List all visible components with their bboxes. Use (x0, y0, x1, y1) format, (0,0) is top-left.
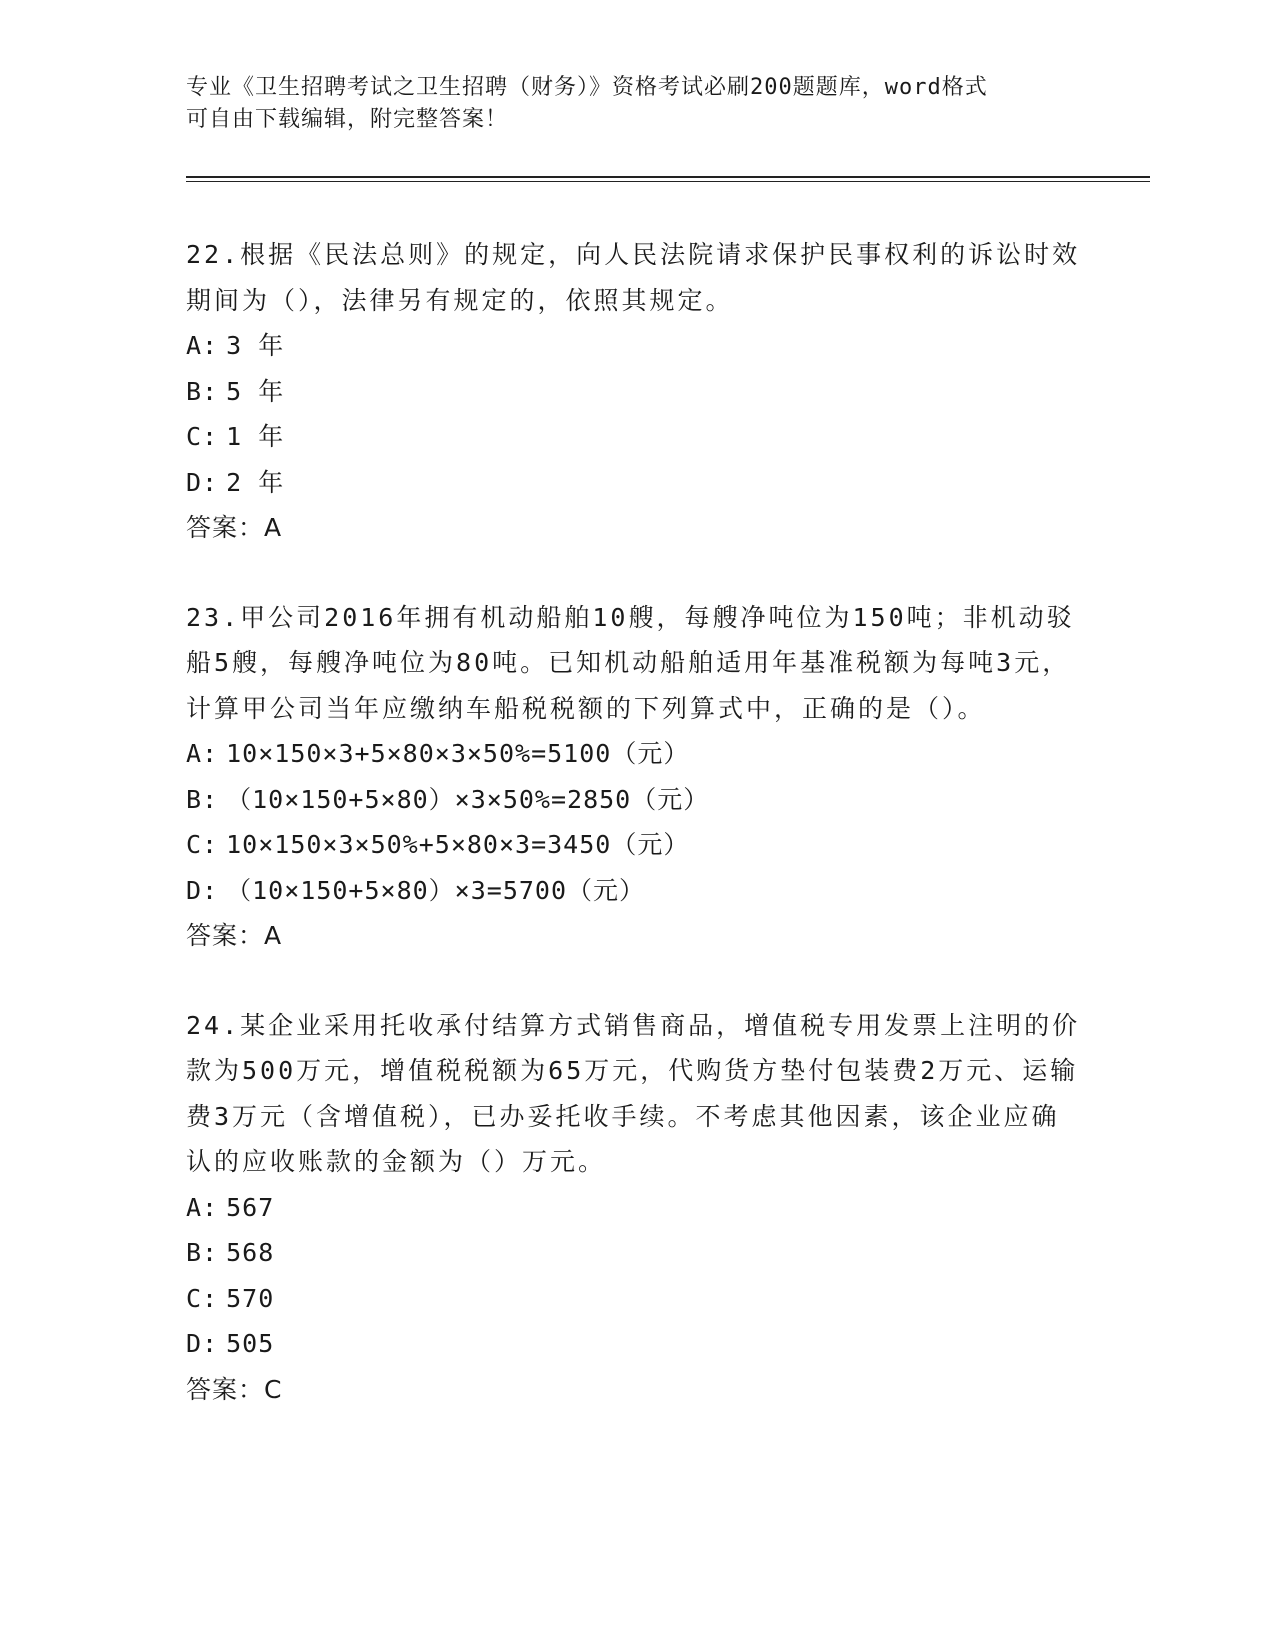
option-text: 10×150×3×50%+5×80×3=3450（元） (226, 830, 690, 859)
question-stem: 22.根据《民法总则》的规定，向人民法院请求保护民事权利的诉讼时效期间为（），法律另有规定的，依照其规定。 (186, 240, 1081, 315)
option-text: 567 (226, 1192, 275, 1222)
option-label: D: (186, 467, 219, 497)
option-d (186, 1321, 1086, 1367)
option-a (186, 731, 1086, 777)
option-label: D: (186, 1329, 219, 1358)
header-line-1: 专业《卫生招聘考试之卫生招聘（财务）》资格考试必刷200题题库，word格式 (186, 75, 988, 100)
option-text: 505 (226, 1329, 275, 1358)
question-stem: 24.某企业采用托收承付结算方式销售商品，增值税专用发票上注明的价款为500万元，增值税税额为65万元，代购货方垫付包装费2万元、运输费3万元（含增值税），已办妥托收手续。不考虑其他因素，该企业应确认的应收账款的金额为（）万元。 (186, 1010, 1081, 1176)
option-text: 570 (226, 1283, 275, 1313)
option-label: A: (186, 1192, 219, 1222)
option-label: D: (186, 875, 219, 905)
question-23 (186, 595, 1086, 959)
option-label: B: (186, 376, 219, 406)
option-b (186, 369, 1086, 415)
question-22 (186, 232, 1086, 551)
option-text: 5 年 (226, 376, 285, 406)
option-label: B: (186, 784, 219, 814)
option-label: B: (186, 1238, 219, 1267)
option-label: C: (186, 830, 219, 859)
header-divider-thin (186, 181, 1150, 182)
option-a (186, 323, 1086, 369)
option-text: （10×150+5×80）×3=5700（元） (226, 875, 646, 905)
option-label: C: (186, 1283, 219, 1313)
option-d (186, 868, 1086, 914)
question-stem: 23.甲公司2016年拥有机动船舶10艘，每艘净吨位为150吨；非机动驳船5艘，每艘净吨位为80吨。已知机动船舶适用年基准税额为每吨3元，计算甲公司当年应缴纳车船税税额的下列算式中，正确的是（）。 (186, 602, 1075, 723)
option-c (186, 822, 1086, 868)
option-c (186, 1276, 1086, 1322)
header-divider-thick (186, 176, 1150, 178)
option-text: （10×150+5×80）×3×50%=2850（元） (226, 784, 710, 814)
answer-line: 答案：C (186, 1374, 283, 1404)
question-24 (186, 1003, 1086, 1413)
question-list (186, 232, 1086, 1456)
option-b (186, 777, 1086, 823)
header-line-2: 可自由下载编辑，附完整答案！ (186, 107, 509, 132)
option-text: 10×150×3+5×80×3×50%=5100（元） (226, 739, 690, 768)
option-label: A: (186, 739, 219, 768)
option-label: A: (186, 331, 219, 360)
document-header (186, 72, 1066, 136)
option-a (186, 1185, 1086, 1231)
option-label: C: (186, 422, 219, 451)
answer-line: 答案：A (186, 921, 283, 950)
option-text: 3 年 (226, 331, 285, 360)
option-c (186, 414, 1086, 460)
option-text: 2 年 (226, 467, 285, 497)
option-text: 1 年 (226, 422, 285, 451)
option-text: 568 (226, 1238, 275, 1267)
answer-line: 答案：A (186, 513, 283, 542)
option-d (186, 460, 1086, 506)
option-b (186, 1230, 1086, 1276)
